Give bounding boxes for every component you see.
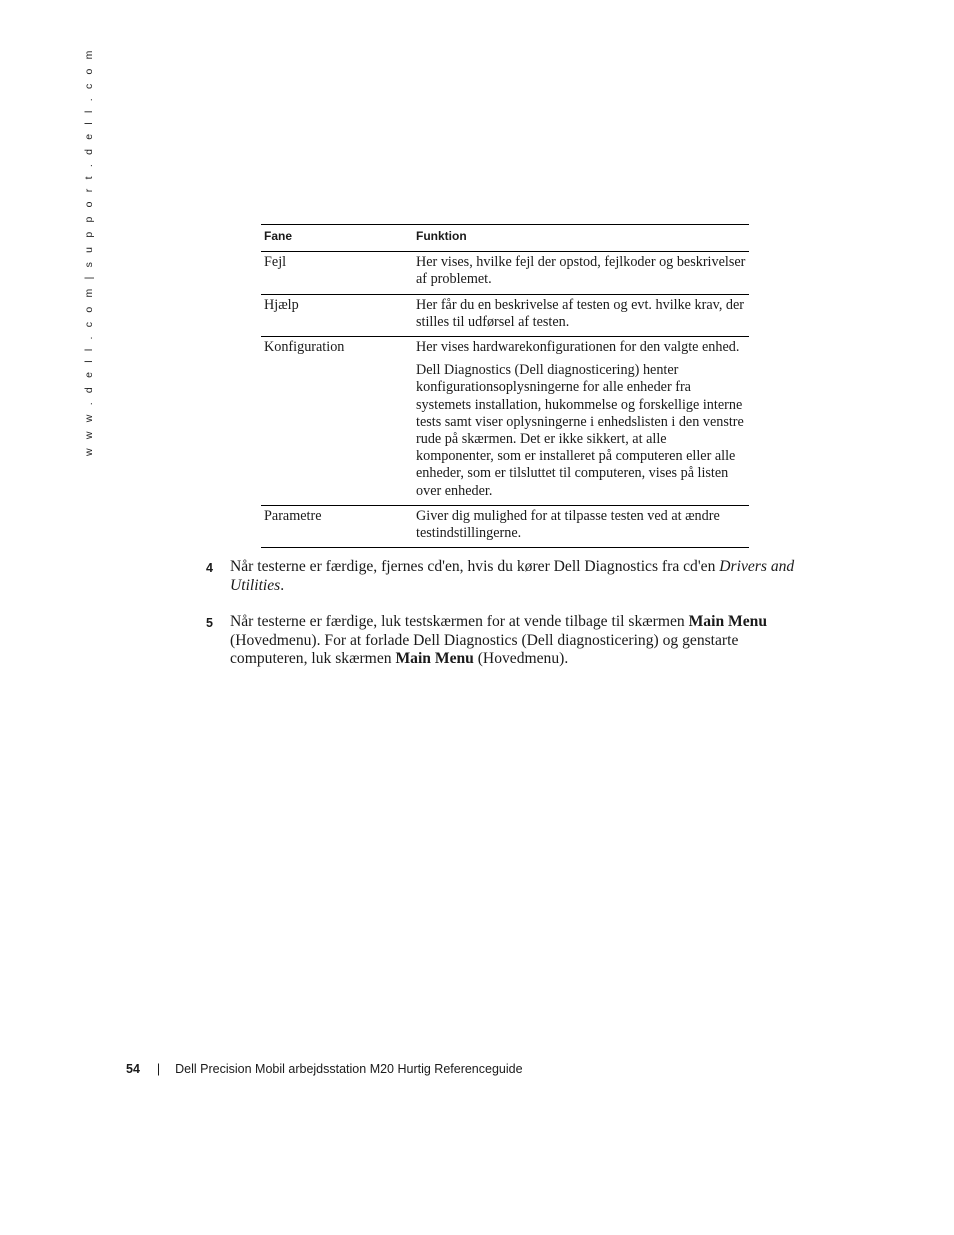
function-text: Her vises, hvilke fejl der opstod, fejlkoder og beskrivelser af problemet. [416,254,746,288]
table-row [261,337,749,506]
step-number: 4 [206,561,213,575]
function-cell [413,337,749,506]
function-text: Giver dig mulighed for at tilpasse testen ved at ændre testindstillingerne. [416,507,720,542]
step-text: Når testerne er færdige, luk testskærmen for at vende tilbage til skærmen [230,613,689,631]
function-cell [413,505,749,547]
step-number: 5 [206,616,213,631]
step-item [206,558,796,595]
page-footer [126,1062,523,1076]
footer-separator: | [156,1062,161,1076]
table-header-row [261,225,749,252]
step-item [206,613,796,669]
page-number: 54 [126,1062,140,1076]
function-cell [413,294,749,336]
table-row [261,294,749,336]
table-row [261,252,749,294]
step-text: . [280,576,285,594]
footer-title: Dell Precision Mobil arbejdsstation M20 Hurtig Referenceguide [175,1062,523,1076]
side-url: w w w . d e l l . c o m | s u p p o r t . d e l l . c o m [83,47,95,456]
function-text: Her får du en beskrivelse af testen og evt. hvilke krav, der stilles til udførsel af testen. [416,296,745,330]
tab-name-cell: Konfiguration [261,337,413,506]
tab-name-cell: Fejl [261,252,413,294]
step-italic-text: Drivers and Utilities [230,558,795,594]
step-bold-text: Main Menu [395,650,474,668]
step-bold-text: Main Menu [688,613,767,631]
tab-name-cell: Hjælp [261,294,413,336]
table-row [261,505,749,547]
column-header-function: Funktion [413,225,749,252]
function-text: Dell Diagnostics (Dell diagnosticering) henter konfigurationsoplysningerne for alle enheder fra systemets installation, hukommelse og forskellige interne tests samt viser oplysningerne i enhedslisten i den venstre rude på skærmen. Det er ikke sikkert, at alle komponenter, som er installeret på computeren eller alle enheder, som er tilsluttet til computeren, vises på listen over enheder. [416,362,744,499]
function-cell [413,252,749,294]
tab-function-table [261,224,749,548]
tab-name-cell: Parametre [261,505,413,547]
step-text: Når testerne er færdige, fjernes cd'en, hvis du kører Dell Diagnostics fra cd'en [230,558,720,575]
function-text: Her vises hardwarekonfigurationen for den valgte enhed. [416,339,740,356]
steps-list [206,558,796,687]
column-header-tab: Fane [261,225,413,252]
step-text: (Hovedmenu). [473,650,569,668]
step-text: (Hovedmenu). For at forlade Dell Diagnostics (Dell diagnosticering) og genstarte computeren, luk skærmen [230,631,739,668]
